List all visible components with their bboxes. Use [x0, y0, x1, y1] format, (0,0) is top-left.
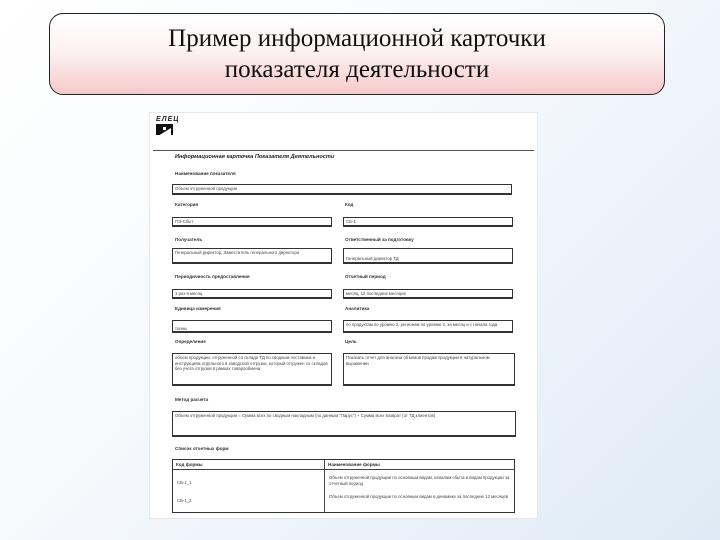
- form2-name: Объем отгруженной продукции по основным видам в динамике за последние 12 месяцев: [329, 494, 509, 499]
- code-value: СБ-1: [346, 219, 356, 224]
- form1-name: Объем отгруженной продукции по основным видам, каналам сбыта и видам продукции за отчетный период: [329, 475, 510, 486]
- definition-field: [172, 353, 332, 386]
- analytics-field: [343, 320, 513, 333]
- unit-value: тонны: [175, 326, 188, 331]
- responsible-label: Ответственный за подготовку: [345, 237, 414, 242]
- unit-label: Единица измерения: [175, 306, 221, 311]
- name-label: Наименование показателя: [175, 171, 236, 176]
- slide-title-line-2: показателя деятельности: [224, 56, 490, 83]
- period-label: Периодичность предоставления: [175, 274, 250, 279]
- period-field: [172, 289, 332, 299]
- category-label: Категория: [175, 202, 199, 207]
- calc-label: Метод расчета: [175, 397, 209, 402]
- name-field: [172, 184, 512, 195]
- forms-col-name: Наименование формы: [328, 462, 380, 467]
- report-period-label: Отчетный период: [345, 274, 386, 279]
- forms-header-rule: [173, 469, 514, 470]
- goal-label: Цель: [345, 339, 357, 344]
- scanned-document: [150, 113, 537, 518]
- form2-code: СБ-1_2: [177, 498, 192, 503]
- goal-field: [343, 353, 515, 386]
- form1-code: СБ-1_1: [177, 480, 192, 485]
- category-value: ПЭ-Сбыт: [175, 219, 194, 224]
- top-rule: [153, 150, 534, 151]
- calc-field: [172, 411, 516, 437]
- analytics-label: Аналитика: [345, 306, 370, 311]
- responsible-value: Генеральный директор ТД: [346, 256, 399, 261]
- recipient-value: Генеральный директор, Заместитель генерального директора: [175, 250, 300, 255]
- report-period-field: [343, 289, 513, 299]
- category-field: [172, 217, 332, 227]
- definition-value: объем продукции, отгруженной со склада ТД по сводным поставкам и инструкциям отдельного в заводской отгрузки, который отгружен со складов без учета отгрузки в рамках товарообмена: [175, 355, 328, 372]
- logo-icon: [156, 124, 173, 135]
- period-value: 1 раз в месяц: [175, 291, 203, 296]
- responsible-field: [343, 248, 513, 264]
- recipient-field: [172, 248, 332, 264]
- forms-table: [172, 459, 515, 513]
- goal-value: Показать отчет для анализа объемов продаж продукции в натуральном выражении: [346, 355, 490, 366]
- unit-field: [172, 320, 332, 333]
- code-field: [343, 217, 513, 227]
- slide-title-line-1: Пример информационной карточки: [168, 25, 546, 52]
- calc-value: Объем отгруженной продукции = Сумма всех по сводным накладным (по данным "Парус") + Сумма всех возврат (от ТД клиентов): [175, 413, 436, 418]
- code-label: Код: [345, 202, 354, 207]
- analytics-value: по продуктам по уровню 2, регионам по уровню 2, за месяц и с начала года: [346, 322, 498, 327]
- forms-column-divider: [324, 460, 325, 512]
- logo-text: ЕЛЕЦ: [156, 116, 180, 123]
- name-value: Объем отгруженной продукции: [175, 186, 238, 191]
- forms-col-code: Код формы: [176, 462, 203, 467]
- recipient-label: Получатель: [175, 237, 203, 242]
- card-title: Информационная карточка Показателя Деятельности: [175, 154, 335, 160]
- slide-title-box: [49, 13, 665, 95]
- forms-label: Список отчетных форм: [175, 446, 229, 451]
- report-period-value: месяц, 12 последних месяцев: [346, 291, 406, 296]
- definition-label: Определение: [175, 339, 206, 344]
